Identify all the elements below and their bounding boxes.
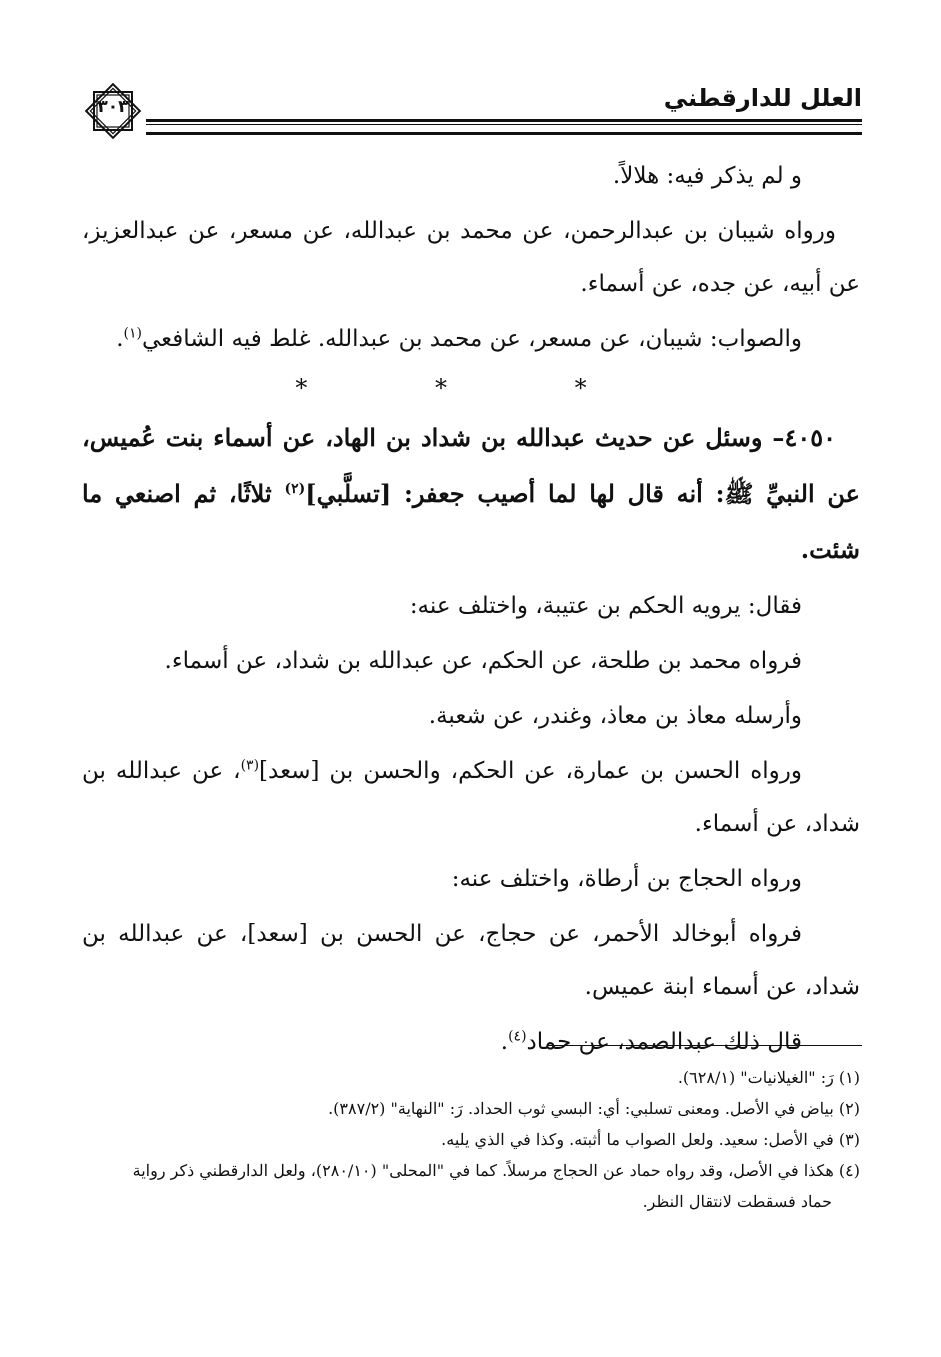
paragraph-7: [82, 745, 860, 851]
paragraph-9: فرواه أبوخالد الأحمر، عن حجاج، عن الحسن بن [سعد]، عن عبدالله بن شداد، عن أسماء ابنة عميس.: [82, 921, 860, 1000]
footnote-ref-1[interactable]: (١): [123, 325, 143, 342]
paragraph-3: [82, 313, 860, 366]
header-rule: [146, 119, 862, 135]
footnote-ref-3[interactable]: (٣): [240, 757, 260, 774]
page-header: [80, 78, 862, 138]
paragraph-4: فقال: يرويه الحكم بن عتيبة، واختلف عنه:: [409, 593, 802, 619]
book-title: العلل للدارقطني: [663, 84, 862, 112]
entry-heading-end: ثلاثًا، ثم اصنعي ما شئت.: [82, 479, 860, 564]
entry-heading-text: ٤٠٥٠– وسئل عن حديث عبدالله بن شداد بن الهاد، عن أسماء بنت عُميس، عن النبيِّ ﷺ: أنه قال لها لما أصيب جعفر: [تسلَّبي]: [82, 423, 860, 508]
entry-heading: [82, 410, 860, 578]
page-number: ٣٠٣: [97, 97, 129, 117]
paragraph-7-end: ، عن عبدالله بن شداد، عن أسماء.: [82, 758, 860, 837]
paragraph-8: ورواه الحجاج بن أرطاة، واختلف عنه:: [451, 866, 802, 892]
footnote-ref-4[interactable]: (٤): [508, 1028, 527, 1045]
section-separator: * * *: [295, 374, 647, 402]
footnote-4-continued: حماد فسقطت لانتقال النظر.: [642, 1192, 832, 1211]
footnote-2: (٢) بياض في الأصل. ومعنى تسلبي: أي: البسي ثوب الحداد. رَ: "النهاية" (٣٨٧/٢).: [328, 1099, 860, 1118]
footnote-4: (٤) هكذا في الأصل، وقد رواه حماد عن الحجاج مرسلاً. كما في "المحلى" (٢٨٠/١٠)، ولعل الدارقطني ذكر رواية: [132, 1161, 860, 1180]
paragraph-3-text: والصواب: شيبان، عن مسعر، عن محمد بن عبدالله. غلط فيه الشافعي: [142, 326, 802, 352]
paragraph-7-text: ورواه الحسن بن عمارة، عن الحكم، والحسن بن [سعد]: [259, 758, 802, 784]
footnote-divider: [548, 1045, 862, 1046]
footnote-3: (٣) في الأصل: سعيد. ولعل الصواب ما أثبته. وكذا في الذي يليه.: [441, 1130, 860, 1149]
footnotes: [82, 1062, 860, 1217]
paragraph-2: ورواه شيبان بن عبدالرحمن، عن محمد بن عبدالله، عن مسعر، عن عبدالعزيز، عن أبيه، عن جده، عن أسماء.: [82, 218, 860, 297]
footnote-1: (١) رَ: "الغيلانيات" (٦٢٨/١).: [677, 1068, 860, 1087]
paragraph-5: فرواه محمد بن طلحة، عن الحكم، عن عبدالله بن شداد، عن أسماء.: [164, 648, 802, 674]
paragraph-6: وأرسله معاذ بن معاذ، وغندر، عن شعبة.: [428, 703, 802, 729]
paragraph-1: و لم يذكر فيه: هلالاً.: [612, 163, 802, 189]
paragraph-3-end: .: [116, 326, 124, 352]
main-text: [82, 150, 860, 1071]
paragraph-10-text: قال ذلك عبدالصمد، عن حماد: [526, 1029, 802, 1055]
footnote-ref-2[interactable]: (٢): [284, 481, 306, 497]
paragraph-10-end: .: [500, 1029, 509, 1055]
